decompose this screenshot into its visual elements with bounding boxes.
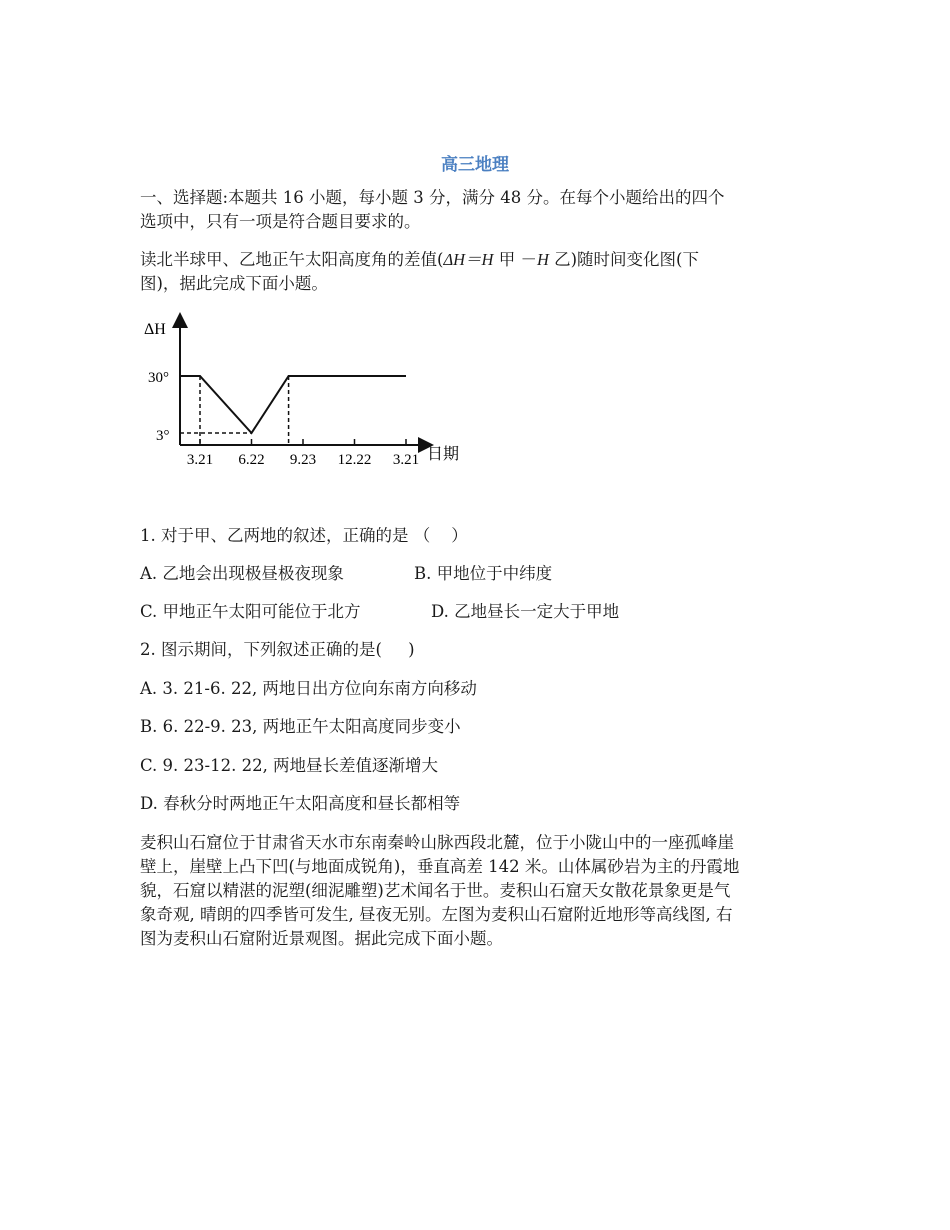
section-intro-line-2: 选项中，只有一项是符合题目要求的。: [140, 212, 421, 231]
x-tick-label: 3.21: [186, 452, 214, 468]
q2-option-a: A. 3. 21-6. 22, 两地日出方位向东南方向移动: [140, 679, 477, 698]
passage2-line-1: 麦积山石窟位于甘肃省天水市东南秦岭山脉西段北麓，位于小陇山中的一座孤峰崖: [140, 833, 734, 852]
x-tick-label: 12.22: [337, 452, 372, 468]
passage1-formula: ΔH＝H: [443, 250, 494, 269]
x-tick-labels: [187, 452, 419, 468]
x-tick-label: 3.21: [392, 452, 420, 468]
passage2-line-3: 貌，石窟以精湛的泥塑(细泥雕塑)艺术闻名于世。麦积山石窟天女散花景象更是气: [140, 881, 731, 900]
x-tick-label: 9.23: [289, 452, 317, 468]
passage1-line-2: 图)，据此完成下面小题。: [140, 274, 328, 293]
passage1-line-1: [140, 248, 699, 272]
x-tick-label: 6.22: [238, 452, 265, 468]
x-axis-label: 日期: [427, 446, 460, 463]
ytick-30: 30°: [148, 370, 169, 386]
q2-option-c: C. 9. 23-12. 22, 两地昼长差值逐渐增大: [140, 756, 439, 775]
q2-stem: 2. 图示期间，下列叙述正确的是( ): [140, 640, 415, 659]
q2-option-d: D. 春秋分时两地正午太阳高度和昼长都相等: [140, 794, 461, 813]
q1-option-b: B. 甲地位于中纬度: [414, 564, 553, 583]
passage1-text-tail: 乙)随时间变化图(下: [548, 250, 699, 269]
delta-h-chart: [140, 308, 480, 478]
passage2-line-2: 壁上，崖壁上凸下凹(与地面成锐角)，垂直高差 142 米。山体属砂岩为主的丹霞地: [140, 857, 740, 876]
ytick-3: 3°: [156, 428, 170, 444]
passage1-subscript-jia: 甲 －: [493, 250, 537, 269]
q1-stem: 1. 对于甲、乙两地的叙述，正确的是 （ ）: [140, 526, 468, 545]
passage2-line-5: 图为麦积山石窟附近景观图。据此完成下面小题。: [140, 929, 503, 948]
passage1-formula-h: H: [536, 250, 549, 269]
q1-option-a: A. 乙地会出现极昼极夜现象: [140, 564, 344, 583]
section-intro-line-1: 一、选择题:本题共 16 小题，每小题 3 分，满分 48 分。在每个小题给出的四个: [140, 188, 725, 207]
y-axis-label: ΔH: [144, 321, 166, 338]
delta-h-series-line: [180, 376, 406, 433]
q2-option-b: B. 6. 22-9. 23, 两地正午太阳高度同步变小: [140, 717, 461, 736]
q1-option-c: C. 甲地正午太阳可能位于北方: [140, 602, 361, 621]
passage1-text: 读北半球甲、乙地正午太阳高度角的差值(: [140, 250, 444, 269]
q1-option-d: D. 乙地昼长一定大于甲地: [431, 602, 620, 621]
page-title: 高三地理: [441, 155, 509, 175]
passage2-line-4: 象奇观, 晴朗的四季皆可发生, 昼夜无别。左图为麦积山石窟附近地形等高线图, 右: [140, 905, 733, 924]
